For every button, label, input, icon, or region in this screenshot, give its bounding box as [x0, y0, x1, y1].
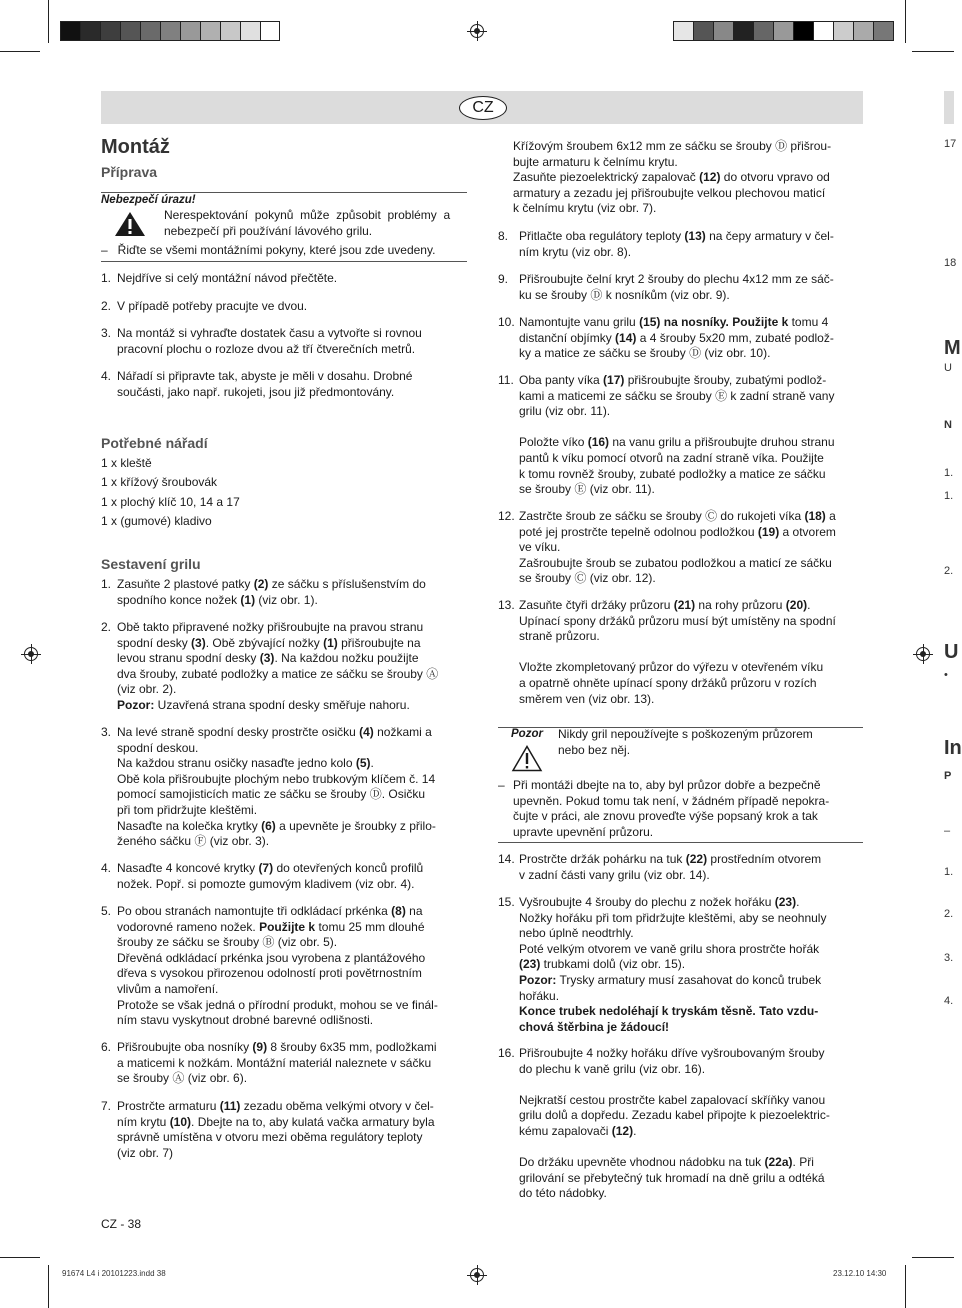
step-number: 8.: [498, 229, 509, 243]
registration-mark-top: [470, 24, 484, 38]
step-text-line: Zasuňte čtyři držáky průzoru (21) na rohy průzoru (20).: [519, 598, 811, 612]
intro-line: armatury a zezadu jej přišroubujte velkou plechovou maticí: [513, 185, 826, 200]
step-text-line: Vložte zkompletovaný průzor do výřezu v otevřeném víku: [519, 660, 824, 675]
step-number: 1.: [101, 577, 112, 591]
step-text-line: (viz obr. 7): [117, 1145, 174, 1160]
caution-bullet-line: Při montáži dbejte na to, aby byl průzor dobře a bezpečně: [513, 778, 821, 792]
step-text-line: poté jej prostrčte tepelně odolnou podložkou (19) a otvorem: [519, 524, 836, 539]
step-text-line: ním krytu (10). Dbejte na to, aby kulatá vačka armatury byla: [117, 1114, 435, 1129]
step-number: 6.: [101, 1040, 112, 1054]
registration-mark-right: [916, 647, 930, 661]
step-text-line: Pozor: Uzavřená strana spodní desky směřuje nahoru.: [117, 698, 410, 712]
step-text-line: distanční objímky (14) a 4 šrouby 5x20 mm, zubaté podlož-: [519, 330, 834, 345]
next-page-fragment: 18: [944, 257, 957, 269]
next-page-fragment: 3.: [944, 952, 954, 964]
step-text-line: do této nádobky.: [519, 1186, 607, 1201]
step-text-line: Na každou stranu osičky nasaďte jedno kolo (5).: [117, 756, 374, 771]
step-text-line: Prostrčte armaturu (11) zezadu oběma velkými otvory v čel-: [117, 1099, 434, 1113]
step-number: 2.: [101, 620, 112, 634]
slug-date: 23.12.10 14:30: [833, 1269, 887, 1278]
step-number: 5.: [101, 904, 112, 918]
step-text-line: Na levé straně spodní desky prostrčte osičku (4) nožkami a: [117, 725, 432, 739]
step-text-line: Nasaďte 4 koncové krytky (7) do otevřených konců profilů: [117, 861, 424, 875]
step-text-line: Vyšroubujte 4 šrouby do plechu z nožek hořáku (23).: [519, 895, 800, 909]
step-number: 7.: [101, 1099, 112, 1113]
step-text-line: se šrouby Ⓒ (viz obr. 12).: [519, 571, 656, 586]
step-number: 15.: [498, 895, 515, 909]
step-text-line: vodorovné rameno nožek. Použijte k tomu 25 mm dlouhé: [117, 919, 425, 934]
next-page-fragment: N: [944, 419, 952, 431]
step-text-line: chová štěrbina je žádoucí!: [519, 1019, 670, 1034]
step-text-line: a maticemi k nožkám. Montážní materiál naleznete v sáčku: [117, 1055, 432, 1070]
step-text-line: Do držáku upevněte vhodnou nádobku na tuk (22a). Při: [519, 1155, 814, 1170]
language-badge: CZ: [459, 96, 507, 120]
step-number: 3.: [101, 326, 112, 340]
step-text-line: Položte víko (16) na vanu grilu a přišroubujte druhou stranu: [519, 435, 835, 450]
step-text-line: Na montáž si vyhraďte dostatek času a vytvořte si rovnou: [117, 326, 422, 340]
warning-triangle-icon: [114, 211, 146, 242]
caution-text-line2: nebo bez něj.: [558, 743, 631, 757]
step-text-line: Upínací spony držáků průzoru musí být umístěny na spodní: [519, 613, 836, 628]
next-page-header-band: [944, 91, 954, 124]
next-page-fragment: 4.: [944, 995, 954, 1007]
step-text-line: Dřevěná odkládací prkénka jsou vyrobena z plantážového: [117, 950, 426, 965]
slug-file-info: 91674 L4 i 20101223.indd 38: [62, 1269, 166, 1278]
next-page-fragment: U: [944, 641, 959, 663]
step-text-line: Obě kola přišroubujte plochým nebo trubkovým klíčem č. 14: [117, 771, 436, 786]
step-text-line: Zašroubujte šroub se zubatou podložkou a maticí ze sáčku: [519, 555, 832, 570]
step-number: 11.: [498, 373, 514, 387]
next-page-fragment: 17: [944, 138, 957, 150]
warning-label: Nebezpečí úrazu!: [101, 194, 196, 206]
step-text-line: grilování se přebytečný tuk hromadí na dně grilu a odtéká: [519, 1170, 825, 1185]
next-page-fragment: •: [944, 669, 948, 681]
next-page-fragment: In: [944, 737, 962, 759]
step-text-line: se šrouby Ⓐ (viz obr. 6).: [117, 1071, 248, 1086]
step-text-line: Přišroubujte oba nosníky (9) 8 šrouby 6x35 mm, podložkami: [117, 1040, 437, 1054]
step-text-line: ním krytu (viz obr. 8).: [519, 244, 632, 259]
step-text-line: ním stavu vyskytnout drobné barevné odlišnosti.: [117, 1013, 374, 1028]
step-text-line: (viz obr. 2).: [117, 682, 177, 697]
step-number: 2.: [101, 299, 112, 313]
step-number: 10.: [498, 315, 515, 329]
step-number: 1.: [101, 271, 112, 285]
next-page-fragment: 1.: [944, 490, 954, 502]
step-text-line: směrem ven (viz obr. 13).: [519, 691, 655, 706]
step-text-line: pracovní plochu o rozloze dvou až tří čtverečních metrů.: [117, 341, 416, 356]
warning-text-line2: nebezpečí při používání lávového grilu.: [164, 224, 373, 238]
caution-bullet-line: upravte upevnění průzoru.: [513, 824, 654, 839]
step-text-line: Protože se však jedná o přírodní produkt, mohou se ve finál-: [117, 997, 438, 1012]
next-page-fragment: P: [944, 770, 952, 782]
step-text-line: kami a maticemi ze sáčku se šrouby Ⓔ k zadní straně vany: [519, 388, 835, 403]
step-text-line: se šrouby Ⓔ (viz obr. 11).: [519, 482, 655, 497]
step-text-line: vlivům a namoření.: [117, 982, 219, 996]
step-text-line: spodní deskou.: [117, 740, 199, 755]
next-page-fragment: –: [944, 825, 951, 837]
caution-triangle-icon: [512, 745, 542, 777]
step-text-line: šrouby ze sáčku se šrouby Ⓑ (viz obr. 5).: [117, 935, 338, 950]
step-text-line: ženého sáčku Ⓕ (viz obr. 3).: [117, 834, 270, 849]
step-number: 4.: [101, 369, 112, 383]
step-text-line: dřeva s vysokou přirozenou odolností proti povětrnostním: [117, 966, 422, 981]
step-text-line: do plechu k vaně grilu (viz obr. 16).: [519, 1061, 706, 1076]
step-text-line: Po obou stranách namontujte tři odkládací prkénka (8) na: [117, 904, 423, 918]
caution-bullet-line: čujte v práci, ale znovu proveďte výše popsaný krok a tak: [513, 809, 818, 824]
page-number: CZ - 38: [101, 1217, 142, 1231]
step-text-line: kému zapalovači (12).: [519, 1124, 637, 1138]
step-number: 12.: [498, 509, 515, 523]
assembly-title: Sestavení grilu: [101, 556, 201, 572]
caution-label: Pozor: [511, 728, 543, 740]
step-text-line: dva šrouby, zubaté podložky a matice ze sáčku se šrouby Ⓐ: [117, 666, 439, 681]
step-text-line: Nasaďte na kolečka krytky (6) a upevněte je šroubky z přilo-: [117, 818, 436, 833]
step-text-line: Nejkratší cestou prostrčte kabel zapalovací skříňky vanou: [519, 1092, 826, 1107]
intro-line: k čelnímu krytu (viz obr. 7).: [513, 201, 657, 216]
step-text-line: Zastrčte šroub ze sáčku se šrouby Ⓒ do rukojeti víka (18) a: [519, 509, 836, 523]
step-text-line: k tomu rovněž šrouby, zubaté podložky a matice ze sáčku: [519, 466, 826, 481]
step-text-line: a opatrně ohněte upínací spony držáků průzoru v rozích: [519, 676, 817, 690]
step-text-line: spodního konce nožek (1) (viz obr. 1).: [117, 592, 318, 607]
next-page-fragment: U: [944, 362, 952, 374]
registration-mark-left: [24, 647, 38, 661]
tool-item: 1 x (gumové) kladivo: [101, 514, 212, 528]
step-text-line: levou stranu spodní desky (3). Na každou nožku použijte: [117, 651, 419, 666]
next-page-fragment: 2.: [944, 565, 954, 577]
step-text-line: Pozor: Trysky armatury musí zasahovat do konců trubek: [519, 973, 822, 987]
registration-mark-bottom: [470, 1268, 484, 1282]
step-text-line: nožek. Popř. si pomozte gumovým kladivem (viz obr. 4).: [117, 876, 415, 891]
step-number: 14.: [498, 852, 515, 866]
step-text-line: ky a matice ze sáčku se šrouby Ⓓ (viz obr. 10).: [519, 346, 771, 361]
step-text-line: Obě takto připravené nožky přišroubujte na pravou stranu: [117, 620, 424, 634]
step-text-line: straně průzoru.: [519, 629, 600, 644]
section-subtitle-preparation: Příprava: [101, 164, 158, 180]
step-text-line: (23) trubkami dolů (viz obr. 15).: [519, 957, 686, 972]
step-number: 4.: [101, 861, 112, 875]
step-text-line: Poté velkým otvorem ve vaně grilu shora prostrčte hořák: [519, 941, 820, 956]
caution-dash: –: [498, 778, 505, 792]
step-number: 3.: [101, 725, 112, 739]
step-text-line: Nejdříve si celý montážní návod přečtěte.: [117, 271, 338, 285]
step-text-line: Nožky hořáku při tom přidržujte kleštěmi, aby se neohnuly: [519, 910, 827, 925]
step-text-line: v zadní části vany grilu (viz obr. 14).: [519, 867, 710, 882]
next-page-fragment: M: [944, 337, 961, 359]
warning-bottom-rule: [101, 261, 467, 262]
step-number: 9.: [498, 272, 509, 286]
caution-text-line1: Nikdy gril nepoužívejte s poškozeným průzorem: [558, 727, 813, 741]
tool-item: 1 x kleště: [101, 456, 152, 470]
warning-bullet: – Řiďte se všemi montážními pokyny, které jsou zde uvedeny.: [101, 243, 436, 257]
step-text-line: pantů k víku pomocí otvorů na zadní straně víka. Použijte: [519, 451, 824, 465]
step-number: 13.: [498, 598, 515, 612]
caution-bottom-rule: [498, 842, 863, 843]
tools-title: Potřebné nářadí: [101, 435, 208, 451]
step-text-line: ku se šrouby Ⓓ k nosníkům (viz obr. 9).: [519, 287, 730, 302]
tool-item: 1 x křížový šroubovák: [101, 475, 218, 489]
step-text-line: spodní desky (3). Obě zbývající nožky (1) přišroubujte na: [117, 635, 421, 650]
caution-bullet-line: upevněn. Pokud tomu tak není, v žádném případě nepokra-: [513, 793, 830, 808]
next-page-fragment: 2.: [944, 908, 954, 920]
step-text-line: při tom přidržujte kleštěmi.: [117, 803, 258, 817]
step-text-line: Přitlačte oba regulátory teploty (13) na čepy armatury v čel-: [519, 229, 834, 243]
step-text-line: Konce trubek nedoléhají k tryskám těsně. Tato vzdu-: [519, 1004, 819, 1019]
tool-item: 1 x plochý klíč 10, 14 a 17: [101, 495, 240, 509]
intro-line: Zasuňte piezoelektrický zapalovač (12) do otvoru vpravo od: [513, 170, 830, 185]
next-page-fragment: 1.: [944, 467, 954, 479]
next-page-fragment: 1.: [944, 866, 954, 878]
step-text-line: hořáku.: [519, 988, 560, 1003]
step-text-line: ve víku.: [519, 540, 561, 555]
step-text-line: Oba panty víka (17) přišroubujte šrouby, zubatými podlož-: [519, 373, 827, 387]
step-text-line: pomocí samojisticích matic ze sáčku se šrouby Ⓓ. Osičku: [117, 787, 426, 802]
step-text-line: Přišroubujte čelní kryt 2 šrouby do plechu 4x12 mm ze sáč-: [519, 272, 834, 286]
warning-text-line1: Nerespektování pokynů může způsobit problémy a: [164, 208, 451, 222]
intro-line: Křížovým šroubem 6x12 mm ze sáčku se šrouby Ⓓ přišrou-: [513, 139, 832, 153]
step-text-line: grilu dolů a dopředu. Zezadu kabel připojte k piezoelektric-: [519, 1108, 830, 1123]
step-text-line: správně umístěna v otvoru mezi oběma regulátory teploty: [117, 1130, 423, 1145]
step-text-line: Namontujte vanu grilu (15) na nosníky. Použijte k tomu 4: [519, 315, 829, 329]
step-text-line: Prostrčte držák pohárku na tuk (22) prostředním otvorem: [519, 852, 822, 866]
step-number: 16.: [498, 1046, 515, 1060]
step-text-line: grilu (viz obr. 11).: [519, 404, 611, 419]
step-text-line: Zasuňte 2 plastové patky (2) ze sáčku s příslušenstvím do: [117, 577, 426, 591]
step-text-line: součásti, jako např. rukojeti, jsou již předmontovány.: [117, 384, 395, 399]
step-text-line: Přišroubujte 4 nožky hořáku dříve vyšroubovaným šrouby: [519, 1046, 825, 1060]
step-text-line: V případě potřeby pracujte ve dvou.: [117, 299, 308, 313]
page-title: Montáž: [101, 136, 170, 158]
step-text-line: Nářadí si připravte tak, abyste je měli v dosahu. Drobné: [117, 369, 413, 383]
intro-line: bujte armaturu k čelnímu krytu.: [513, 154, 678, 169]
step-text-line: nebo úplně neodtrhly.: [519, 926, 634, 941]
